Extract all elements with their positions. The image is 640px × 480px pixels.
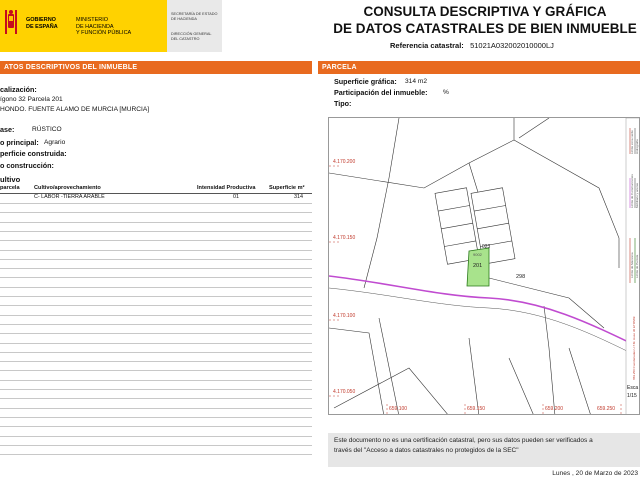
localizacion-label: calización: — [0, 85, 37, 94]
table-empty-row-line — [0, 417, 312, 418]
table-empty-row-line — [0, 352, 312, 353]
participacion-label: Participación del inmueble: — [334, 88, 428, 97]
uso-principal-value: Agrario — [44, 139, 66, 146]
legend-parcela: Límite de Parcela — [635, 254, 639, 278]
th-superficie: Superficie m² — [269, 185, 305, 191]
parcela-bar: PARCELA — [318, 61, 640, 74]
table-empty-row-line — [0, 436, 312, 437]
localizacion-line-2: HONDO. FUENTE ALAMO DE MURCIA [MURCIA] — [0, 106, 150, 113]
projection-label: 659.250 Coordenadas U.T.M. Huso 30 ETRS89 — [632, 316, 636, 380]
x-label-659100: 659.100 — [389, 406, 408, 412]
footer-date: Lunes , 20 de Marzo de 2023 — [552, 470, 638, 477]
x-label-659200: 659.200 — [545, 406, 564, 412]
y-label-4170100: 4.170.100 — [333, 313, 356, 319]
direccion-label: DIRECCIÓN GENERAL DEL CATASTRO — [171, 32, 212, 41]
table-empty-row-line — [0, 426, 312, 427]
table-empty-row-line — [0, 315, 312, 316]
table-empty-row-line — [0, 361, 312, 362]
header-logo-area — [0, 0, 167, 52]
tipo-label: Tipo: — [334, 99, 352, 108]
legend-manzana: Límite de Manzana — [630, 252, 634, 278]
ministerio-label: MINISTERIO DE HACIENDA Y FUNCIÓN PÚBLICA — [76, 17, 132, 36]
parcel-label-023: 023 — [482, 244, 491, 250]
gobierno-label: GOBIERNO DE ESPAÑA — [26, 17, 58, 30]
table-empty-row-line — [0, 333, 312, 334]
superficie-grafica-value: 314 m2 — [405, 78, 427, 85]
table-empty-row-line — [0, 259, 312, 260]
table-empty-row-line — [0, 454, 312, 455]
parcel-label-201: 201 — [473, 263, 483, 269]
y-label-4170200: 4.170.200 — [333, 159, 356, 165]
ref-label: Referencia catastral: — [390, 41, 464, 50]
x-label-659150: 659.150 — [467, 406, 486, 412]
ref-value: 51021A032002010000LJ — [470, 41, 554, 50]
legend-zona-verde: Límite zona verde — [630, 130, 634, 154]
datos-descriptivos-bar: ATOS DESCRIPTIVOS DEL INMUEBLE — [0, 61, 312, 74]
table-empty-row-line — [0, 231, 312, 232]
th-subparcela: parcela — [0, 185, 20, 191]
table-empty-row-line — [0, 250, 312, 251]
title-line-1: CONSULTA DESCRIPTIVA Y GRÁFICA — [363, 4, 607, 19]
cell-intensidad: 01 — [233, 194, 239, 200]
table-empty-row-line — [0, 324, 312, 325]
table-empty-row-line — [0, 398, 312, 399]
road-line — [329, 276, 640, 348]
referencia-catastral — [390, 41, 554, 50]
scale-value: 1/15 — [627, 393, 637, 399]
header-secretaria-area — [167, 0, 222, 52]
cultivo-label: ultivo — [0, 175, 21, 184]
spain-coat-of-arms-icon — [4, 8, 18, 38]
uso-principal-label: o principal: — [0, 138, 39, 147]
y-label-4170050: 4.170.050 — [333, 389, 356, 395]
superficie-grafica-label: Superficie gráfica: — [334, 77, 397, 86]
table-empty-row-line — [0, 203, 312, 204]
parcel-label-298: 298 — [516, 274, 526, 280]
table-empty-row-line — [0, 370, 312, 371]
page-title — [330, 3, 640, 37]
table-empty-row-line — [0, 445, 312, 446]
th-cultivo: Cultivo/aprovechamiento — [34, 185, 101, 191]
th-intensidad: Intensidad Productiva — [197, 185, 256, 191]
map-svg — [329, 118, 640, 415]
x-label-659250: 659.250 — [597, 406, 616, 412]
table-empty-row-line — [0, 222, 312, 223]
table-empty-row-line — [0, 268, 312, 269]
cell-superficie: 314 — [294, 194, 303, 200]
anio-construccion-label: o construcción: — [0, 161, 54, 170]
legend-construcciones: Límite de Construcciones — [630, 174, 634, 208]
cultivo-table-header — [0, 185, 312, 193]
table-empty-row-line — [0, 212, 312, 213]
legend-mobiliario: Mobiliario y aceras — [635, 182, 639, 208]
table-empty-row-line — [0, 240, 312, 241]
table-empty-row-line — [0, 296, 312, 297]
secretaria-label: SECRETARÍA DE ESTADO DE HACIENDA — [171, 12, 218, 21]
table-empty-row-line — [0, 305, 312, 306]
table-row — [0, 194, 312, 202]
table-empty-row-line — [0, 277, 312, 278]
clase-value: RÚSTICO — [32, 126, 62, 133]
cadastral-map[interactable] — [328, 117, 640, 415]
clase-label: ase: — [0, 125, 15, 134]
table-empty-row-line — [0, 380, 312, 381]
disclaimer-line-2: través del "Acceso a datos catastrales no protegidos de la SEC" — [334, 447, 519, 454]
localizacion-line-1: ígono 32 Parcela 201 — [0, 96, 63, 103]
table-empty-row-line — [0, 343, 312, 344]
participacion-value: % — [443, 89, 449, 96]
superficie-construida-label: perficie construida: — [0, 149, 67, 158]
scale-label: Esca — [627, 385, 639, 391]
y-label-4170150: 4.170.150 — [333, 235, 356, 241]
disclaimer-box — [328, 433, 640, 467]
parcel-label-9002: 9002 — [473, 252, 482, 257]
legend-hidrografia: Hidrografía — [635, 139, 639, 154]
table-empty-row-line — [0, 389, 312, 390]
table-empty-row-line — [0, 408, 312, 409]
disclaimer-line-1: Este documento no es una certificación catastral, pero sus datos pueden ser verificados a — [334, 437, 593, 444]
cell-cultivo: C- LABOR -TIERRA ARABLE — [34, 194, 105, 200]
table-empty-row-line — [0, 287, 312, 288]
title-line-2: DE DATOS CATASTRALES DE BIEN INMUEBLE — [333, 21, 637, 36]
